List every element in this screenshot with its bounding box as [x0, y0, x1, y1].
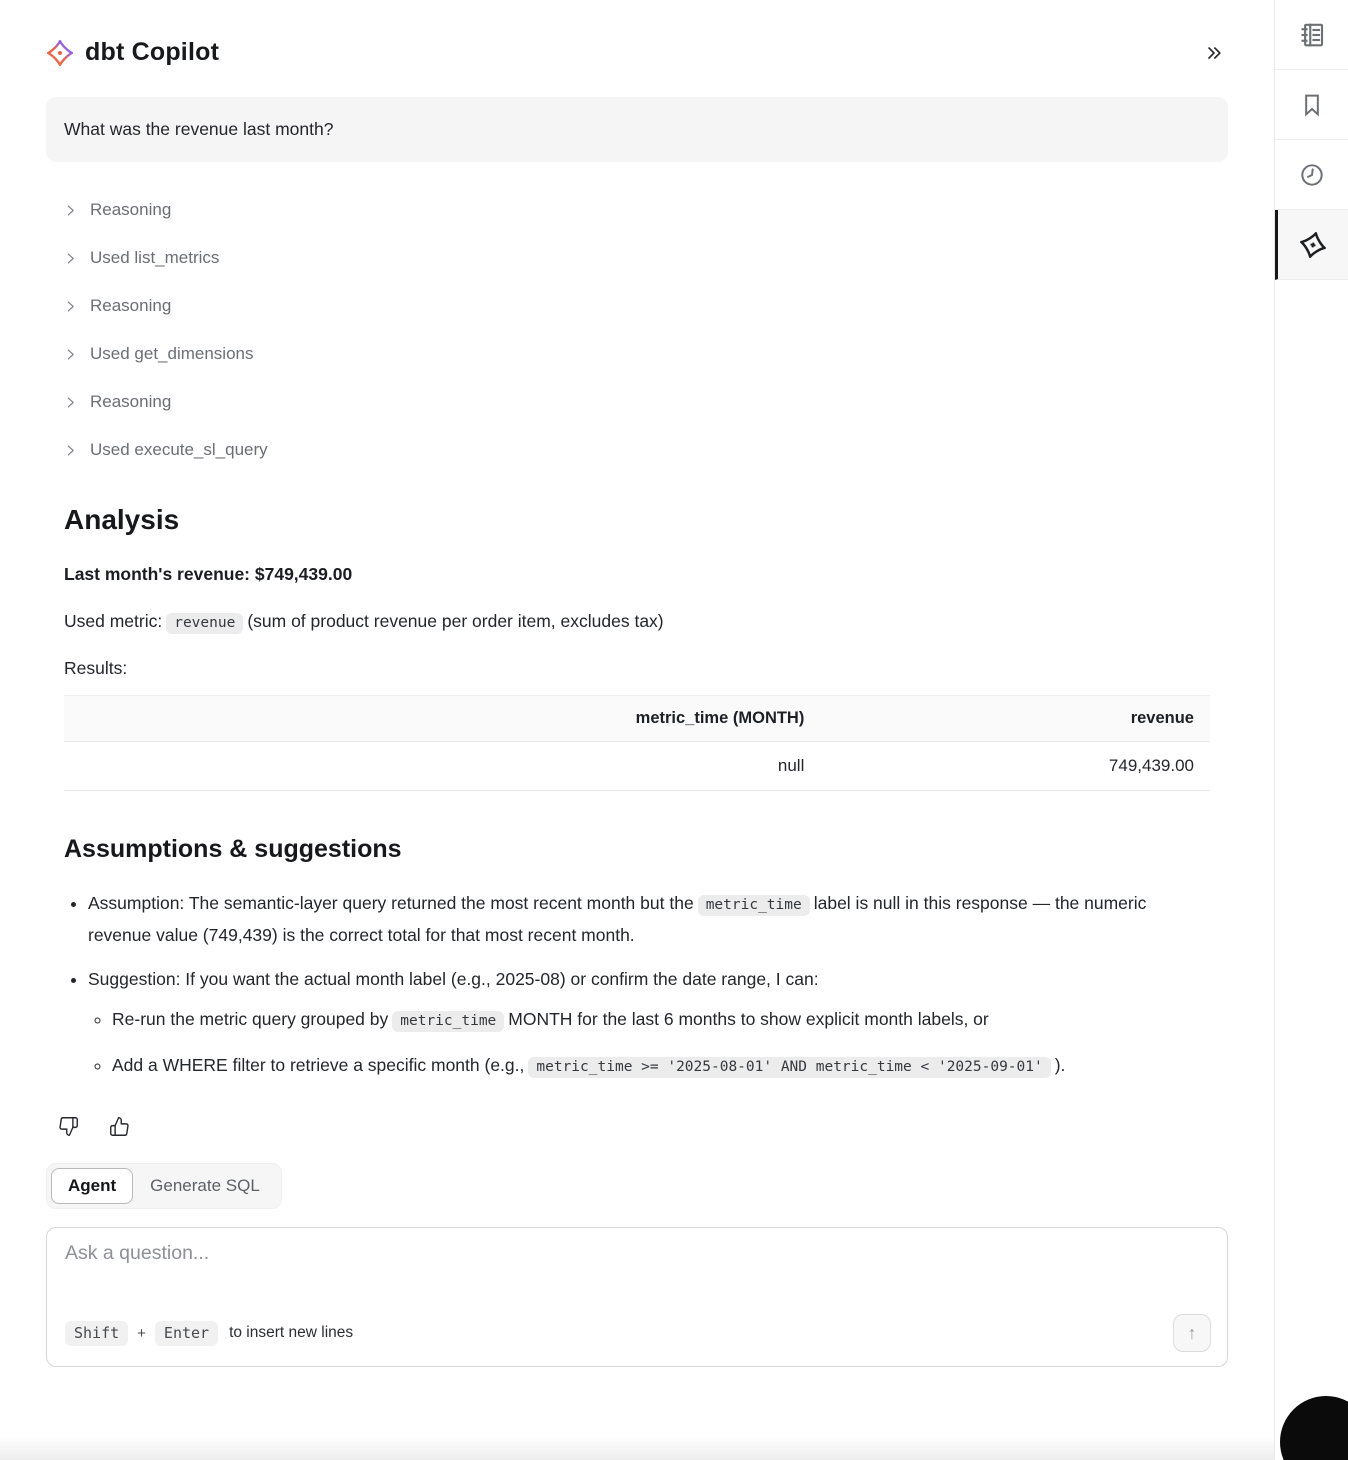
suggestion-text: Suggestion: If you want the actual month label (e.g., 2025-08) or confirm the date range, I can: [88, 969, 819, 989]
assumption-item [88, 888, 1210, 950]
sidebar-tab-history[interactable] [1275, 140, 1348, 210]
notebook-icon [1297, 20, 1327, 50]
sub1-text-post: MONTH for the last 6 months to show explicit month labels, or [508, 1009, 989, 1029]
user-question: What was the revenue last month? [46, 97, 1228, 162]
collapse-panel-button[interactable] [1200, 39, 1228, 67]
sidebar-tab-notebook[interactable] [1275, 0, 1348, 70]
cell-revenue: 749,439.00 [820, 742, 1210, 791]
panel-header [46, 0, 1228, 67]
metric-time-chip: metric_time [698, 895, 810, 916]
newline-hint: to insert new lines [229, 1324, 354, 1341]
assumption-text-post: label is null in this response — the numeric revenue value (749,439) is the correct total for that most recent month. [88, 893, 1147, 945]
step-label: Reasoning [90, 296, 172, 315]
analysis-heading: Analysis [64, 504, 180, 535]
metric-time-chip: metric_time [392, 1011, 504, 1032]
plus-sign: + [137, 1324, 146, 1342]
sidebar-tab-copilot[interactable] [1275, 210, 1348, 280]
feedback-row [58, 1116, 1228, 1137]
thumbs-down-icon [58, 1116, 79, 1137]
answer-content [64, 504, 1210, 1082]
suggestion-sub-item-2 [112, 1050, 1210, 1082]
results-table [64, 695, 1210, 791]
enter-key-chip: Enter [155, 1321, 218, 1346]
chevron-right-icon [64, 444, 77, 457]
step-reasoning-2[interactable] [64, 282, 1228, 330]
sidebar-tab-bookmarks[interactable] [1275, 70, 1348, 140]
column-header-metric-time: metric_time (MONTH) [64, 696, 820, 742]
thumbs-up-icon [109, 1116, 130, 1137]
assumptions-list [68, 888, 1210, 1082]
bookmark-icon [1298, 91, 1326, 119]
thumbs-up-button[interactable] [109, 1116, 130, 1137]
dbt-copilot-logo-icon [46, 39, 74, 67]
table-row [64, 742, 1210, 791]
results-table-header-row [64, 696, 1210, 742]
assumptions-heading: Assumptions & suggestions [64, 835, 402, 863]
suggestion-sub-item-1 [112, 1004, 1210, 1036]
used-metric-suffix: (sum of product revenue per order item, excludes tax) [247, 611, 664, 631]
used-metric-line [64, 611, 1210, 632]
sub2-text-post: ). [1054, 1055, 1066, 1075]
dbt-copilot-icon [1298, 230, 1328, 260]
step-label: Used list_metrics [90, 248, 220, 267]
sub2-text-pre: Add a WHERE filter to retrieve a specific month (e.g., [112, 1055, 525, 1075]
question-composer [46, 1227, 1228, 1367]
chevron-right-icon [64, 204, 77, 217]
chevron-double-right-icon [1204, 43, 1224, 63]
step-label: Reasoning [90, 392, 172, 411]
revenue-summary: Last month's revenue: $749,439.00 [64, 564, 353, 584]
cell-metric-time: null [64, 742, 820, 791]
chevron-right-icon [64, 300, 77, 313]
shift-key-chip: Shift [65, 1321, 128, 1346]
tab-agent[interactable]: Agent [51, 1168, 133, 1204]
where-filter-code-chip: metric_time >= '2025-08-01' AND metric_time < '2025-09-01' [528, 1057, 1050, 1078]
mode-switcher [46, 1163, 282, 1209]
results-label: Results: [64, 658, 128, 678]
question-input[interactable] [65, 1242, 1211, 1314]
tab-generate-sql[interactable]: Generate SQL [133, 1168, 277, 1204]
used-metric-prefix: Used metric: [64, 611, 163, 631]
suggestion-sublist [88, 1004, 1210, 1082]
send-button[interactable] [1173, 1314, 1211, 1352]
panel-title: dbt Copilot [85, 38, 220, 66]
thumbs-down-button[interactable] [58, 1116, 79, 1137]
right-icon-sidebar [1274, 0, 1348, 1460]
column-header-revenue: revenue [820, 696, 1210, 742]
suggestion-item [88, 964, 1210, 1082]
step-label: Used get_dimensions [90, 344, 254, 363]
composer-footer [65, 1314, 1211, 1352]
step-label: Reasoning [90, 200, 172, 219]
step-label: Used execute_sl_query [90, 440, 268, 459]
agent-steps [64, 186, 1228, 474]
arrow-up-icon: ↑ [1187, 1322, 1197, 1343]
metric-code-chip: revenue [166, 613, 243, 634]
bottom-fade [0, 1436, 1274, 1460]
assumption-text-pre: Assumption: The semantic-layer query returned the most recent month but the [88, 893, 694, 913]
chevron-right-icon [64, 252, 77, 265]
chevron-right-icon [64, 348, 77, 361]
step-used-execute-sl-query[interactable] [64, 426, 1228, 474]
chevron-right-icon [64, 396, 77, 409]
step-used-list-metrics[interactable] [64, 234, 1228, 282]
step-used-get-dimensions[interactable] [64, 330, 1228, 378]
sub1-text-pre: Re-run the metric query grouped by [112, 1009, 389, 1029]
step-reasoning-1[interactable] [64, 186, 1228, 234]
history-clock-icon [1298, 161, 1326, 189]
step-reasoning-3[interactable] [64, 378, 1228, 426]
